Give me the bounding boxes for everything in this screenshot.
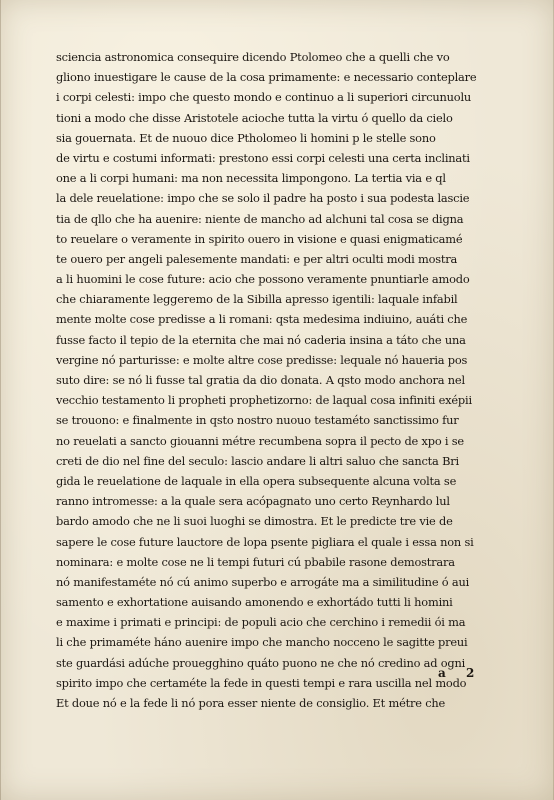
text-line: Et doue nó e la fede li nó pora esser niente de consiglio. Et métre che — [56, 696, 446, 710]
text-line: a li huomini le cose future: acio che possono veramente pnuntiarle amodo — [56, 272, 470, 287]
text-line: mente molte cose predisse a li romani: qsta medesima indiuino, auáti che — [56, 312, 468, 327]
text-line: te ouero per angeli palesemente mandati: e per altri oculti modi mostra — [56, 251, 458, 266]
text-line: bardo amodo che ne li suoi luoghi se dimostra. Et le predicte tre vie de — [56, 514, 453, 529]
text-line: ste guardási adúche prouegghino quáto puono ne che nó credino ad ogni — [56, 655, 466, 670]
text-line: sapere le cose future lauctore de lopa psente pigliara el quale i essa non si — [56, 534, 474, 549]
text-line: one a li corpi humani: ma non necessita limpongono. La tertia via e ql — [56, 171, 446, 186]
text-line: de virtu e costumi informati: prestono essi corpi celesti una certa inclinati — [56, 150, 470, 165]
text-line: che chiaramente leggeremo de la Sibilla apresso igentili: laquale infabil — [56, 292, 458, 307]
text-line: vergine nó parturisse: e molte altre cose predisse: lequale nó haueria pos — [56, 352, 468, 367]
text-line: suto dire: se nó li fusse tal gratia da dio donata. A qsto modo anchora nel — [56, 373, 465, 387]
text-line: vecchio testamento li propheti prophetizorno: de laqual cosa infiniti exépii — [56, 393, 472, 408]
text-line: tioni a modo che disse Aristotele acioche tutta la virtu ó quello da cielo — [56, 110, 453, 125]
text-line: e maxime i primati e principi: de populi acio che cerchino i remedii ói ma — [56, 615, 466, 630]
text-line: sciencia astronomica consequire dicendo Ptolomeo che a quelli che vo — [56, 50, 450, 64]
text-line: sia gouernata. Et de nuouo dice Ptholomeo li homini p le stelle sono — [56, 130, 436, 145]
signature-mark: a 2 — [438, 666, 483, 680]
text-line: se trouono: e finalmente in qsto nostro nuouo testaméto sanctissimo fur — [56, 413, 459, 428]
text-line: nó manifestaméte nó cú animo superbo e arrogáte ma a similitudine ó aui — [56, 574, 470, 589]
text-line: nominara: e molte cose ne li tempi futuri cú pbabile rasone demostrara — [56, 554, 455, 569]
text-line: to reuelare o veramente in spirito ouero in visione e quasi enigmaticamé — [56, 231, 463, 246]
text-line: gida le reuelatione de laquale in ella opera subsequente alcuna volta se — [56, 473, 457, 488]
text-line: i corpi celesti: impo che questo mondo e continuo a li superiori circunuolu — [56, 90, 472, 105]
text-line: li che primaméte háno auenire impo che mancho nocceno le sagitte preui — [56, 635, 468, 650]
text-line: samento e exhortatione auisando amonendo e exhortádo tutti li homini — [56, 595, 453, 610]
text-line: gliono inuestigare le cause de la cosa primamente: e necessario conteplare — [56, 70, 477, 85]
body-text — [56, 47, 506, 713]
text-line: creti de dio nel fine del seculo: lascio andare li altri saluo che sancta Bri — [56, 453, 459, 468]
text-line: tia de qllo che ha auenire: niente de mancho ad alchuni tal cosa se digna — [56, 211, 464, 226]
text-line: no reuelati a sancto giouanni métre recumbena sopra il pecto de xpo i se — [56, 433, 464, 448]
text-line: la dele reuelatione: impo che se solo il padre ha posto i sua podesta lascie — [56, 191, 470, 206]
text-line: fusse facto il tepio de la eternita che mai nó caderia insina a táto che una — [56, 332, 466, 347]
text-line: ranno intromesse: a la quale sera acópagnato uno certo Reynhardo lul — [56, 494, 450, 509]
text-line: spirito impo che certaméte la fede in questi tempi e rara uscilla nel modo — [56, 675, 467, 690]
